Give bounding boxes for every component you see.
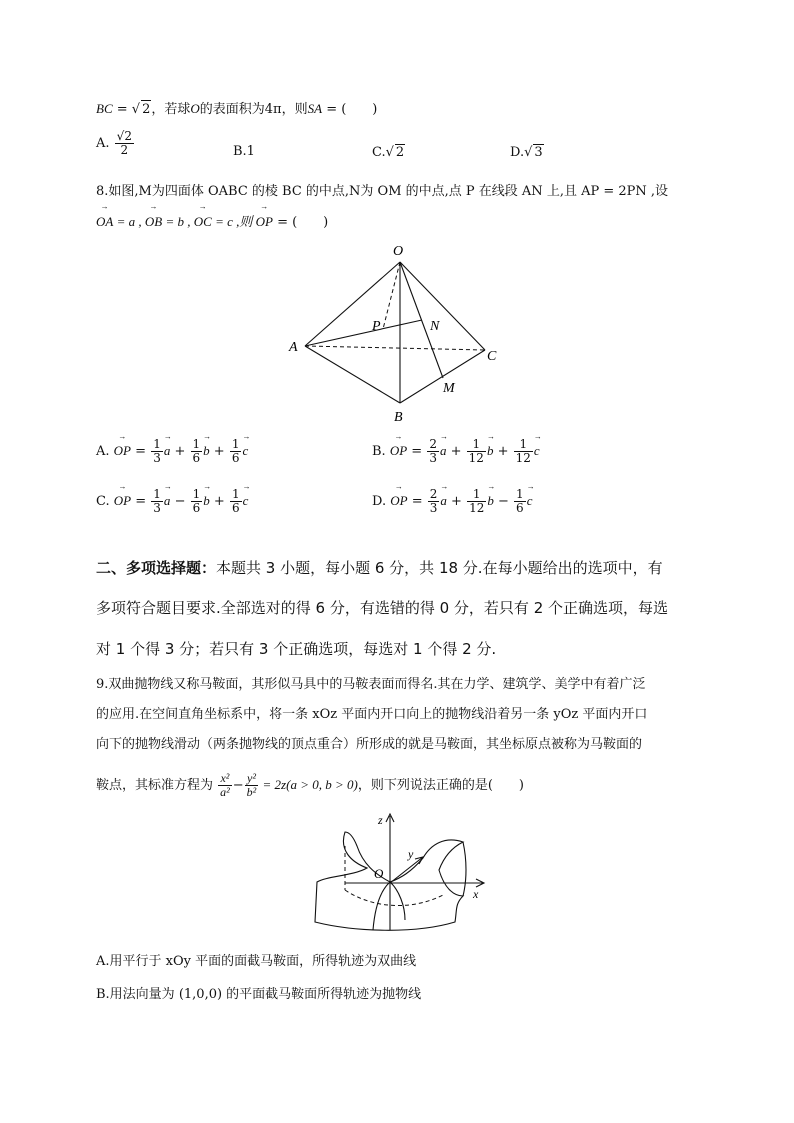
- label-n: N: [430, 319, 440, 334]
- section2-line1: 二、多项选择题：本题共 3 小题，每小题 6 分，共 18 分.在每小题给出的选项中，有: [96, 559, 663, 577]
- q7-o: O: [190, 101, 200, 116]
- label-m: M: [443, 381, 455, 396]
- q8-option-d: D. → OP = $\frac{2}{3}$ → a + $\frac{1}{12}$ → b − $\frac{1}{6}$ → c: [372, 488, 532, 515]
- q7-option-c: C.√ 2: [372, 145, 405, 160]
- q7-eq: =: [112, 102, 132, 117]
- label-x: x: [473, 887, 479, 901]
- q7-text3: = ( ): [322, 102, 378, 117]
- edge-ab: [305, 346, 400, 403]
- saddle-figure: [305, 810, 495, 935]
- saddle-hidden-curve: [345, 890, 445, 906]
- q7-option-a: [96, 130, 135, 157]
- y-axis: [390, 857, 423, 883]
- q9-line3: 向下的抛物线滑动（两条抛物线的顶点重合）所形成的就是马鞍面，其坐标原点被称为马鞍面的: [96, 737, 643, 752]
- q7-text2: 的表面积为4π，则: [199, 102, 308, 117]
- label-y: y: [408, 847, 414, 861]
- segment-op-hidden: [383, 262, 400, 329]
- q9-option-a: A.用平行于 xOy 平面的面截马鞍面，所得轨迹为双曲线: [96, 954, 417, 969]
- q7-text1: ，若球: [151, 102, 191, 117]
- label-p: P: [372, 319, 381, 334]
- q9-line1: 9.双曲抛物线又称马鞍面，其形似马具中的马鞍表面而得名.其在力学、建筑学、美学中有着广泛: [96, 677, 646, 692]
- section2-title: 二、多项选择题：: [96, 559, 217, 577]
- label-b: B: [394, 410, 403, 425]
- section2-line3: 对 1 个得 3 分；若只有 3 个正确选项，每选对 1 个得 2 分.: [96, 640, 497, 658]
- q8-line2: → OA = a , → OB = b , → OC = c ,则 → OP = ( ): [96, 213, 328, 232]
- q8-line1: 8.如图,M为四面体 OABC 的棱 BC 的中点,N为 OM 的中点,点 P 在线段 AN 上,且 AP = 2PN ,设: [96, 184, 669, 199]
- q9-line4: 鞍点，其标准方程为 $\frac{\text{x²}}{\text{a²}}$ − $\frac{\text{y²}}{\text{b²}}$ = 2z(a > 0, b > 0)，则下列说法正确的是( ): [96, 771, 524, 799]
- q9-line2: 的应用.在空间直角坐标系中，将一条 xOz 平面内开口向上的抛物线沿着另一条 yOz 平面内开口: [96, 707, 648, 722]
- edge-oa: [305, 262, 400, 346]
- edge-oc: [400, 262, 485, 350]
- label-origin: O: [374, 866, 384, 881]
- q8-option-b: B. → OP = $\frac{2}{3}$ → a + $\frac{1}{12}$ → b + $\frac{1}{12}$ → c: [372, 438, 540, 465]
- q7-option-d: D.√ 3: [510, 145, 543, 160]
- q7-bc: BC: [96, 101, 113, 116]
- label-z: z: [378, 813, 383, 827]
- q8-option-c: C. → OP = $\frac{1}{3}$ → a − $\frac{1}{6}$ → b + $\frac{1}{6}$ → c: [96, 488, 248, 515]
- tetrahedron-figure: [280, 238, 510, 428]
- q9-eq-frac-x: $\frac{\text{x²}}{\text{a²}}$: [220, 771, 230, 799]
- q7-sa: SA: [307, 101, 323, 116]
- label-c: C: [487, 349, 497, 364]
- q7-sqrt2: 2: [142, 102, 151, 117]
- q7-option-b: B.1: [233, 144, 255, 159]
- saddle-right-edge: [463, 842, 466, 896]
- section2-line2: 多项符合题目要求.全部选对的得 6 分，有选错的得 0 分，若只有 2 个正确选项，每选: [96, 599, 669, 617]
- edge-ac-hidden: [305, 346, 485, 350]
- q7-option-a-frac: $\frac{√2}{2}$: [116, 129, 132, 157]
- q7-tail-line: BC = √ 2，若球O的表面积为4π，则SA = ( ): [96, 101, 378, 117]
- segment-an: [305, 320, 422, 346]
- q7-option-a-label: A.: [96, 136, 110, 151]
- q9-eq-frac-y: $\frac{\text{y²}}{\text{b²}}$: [246, 771, 257, 799]
- label-o: O: [393, 244, 404, 259]
- saddle-outline: [315, 832, 463, 930]
- label-a: A: [289, 340, 298, 355]
- q9-option-b: B.用法向量为 (1,0,0) 的平面截马鞍面所得轨迹为抛物线: [96, 987, 422, 1002]
- q8-option-a: A. → OP = $\frac{1}{3}$ → a + $\frac{1}{6}$ → b + $\frac{1}{6}$ → c: [96, 438, 248, 465]
